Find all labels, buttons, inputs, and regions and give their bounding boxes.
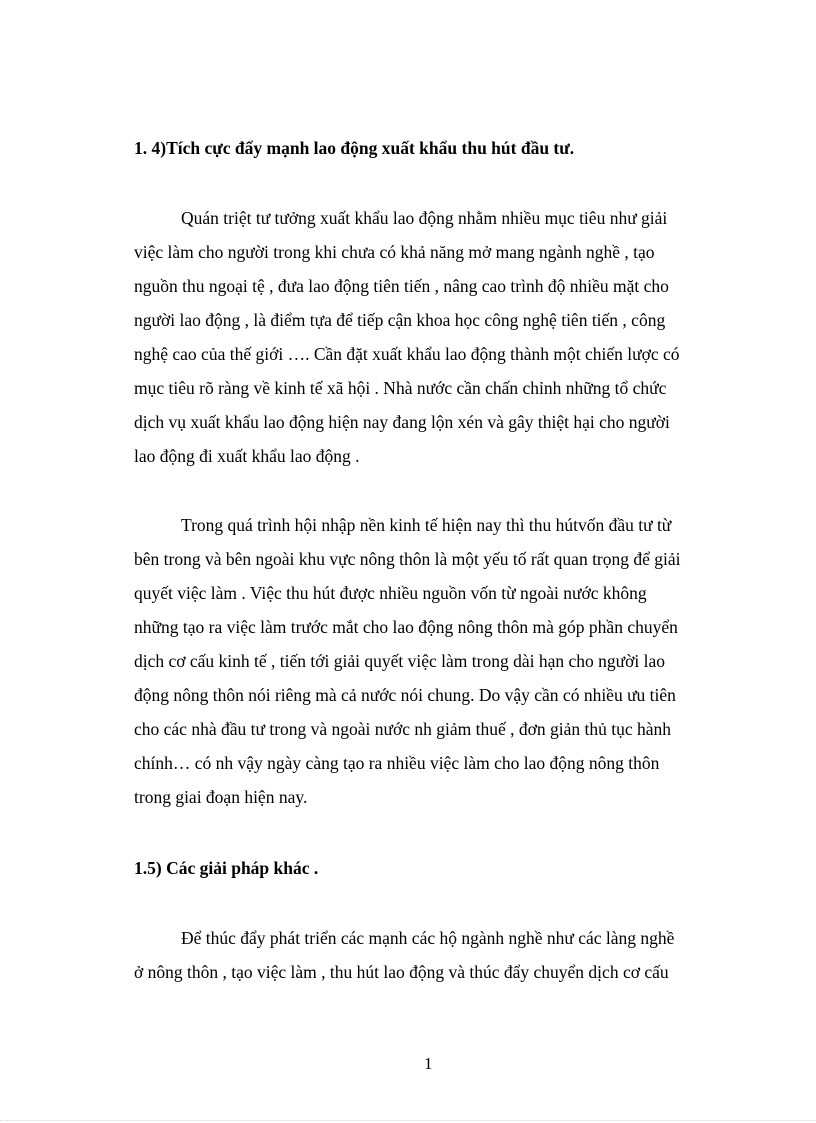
paragraph-line: bên trong và bên ngoài khu vực nông thôn là một yếu tố rất quan trọng để giải (134, 549, 681, 569)
paragraph-line: dịch cơ cấu kinh tế , tiến tới giải quyết việc làm trong dài hạn cho người lao (134, 651, 665, 671)
paragraph-line: việc làm cho người trong khi chưa có khả năng mở mang ngành nghề , tạo (134, 242, 655, 262)
page-bottom-divider (0, 1120, 816, 1121)
paragraph-line: lao động đi xuất khẩu lao động . (134, 446, 360, 466)
paragraph-line: ở nông thôn , tạo việc làm , thu hút lao động và thúc đẩy chuyển dịch cơ cấu (134, 962, 669, 982)
page-number: 1 (424, 1054, 433, 1073)
section-heading-1-5: 1.5) Các giải pháp khác . (134, 858, 319, 878)
paragraph-line: Trong quá trình hội nhập nền kinh tế hiện nay thì thu hútvốn đầu tư từ (181, 515, 672, 535)
paragraph-line: quyết việc làm . Việc thu hút được nhiều nguồn vốn từ ngoài nước không (134, 583, 647, 603)
paragraph-line: chính… có nh vậy ngày càng tạo ra nhiều việc làm cho lao động nông thôn (134, 753, 660, 773)
paragraph-line: mục tiêu rõ ràng về kinh tế xã hội . Nhà nước cần chấn chỉnh những tổ chức (134, 378, 667, 398)
paragraph-line: nghệ cao của thế giới …. Cần đặt xuất khẩu lao động thành một chiến lược có (134, 344, 680, 364)
paragraph-line: những tạo ra việc làm trước mắt cho lao động nông thôn mà góp phần chuyển (134, 617, 678, 637)
paragraph-line: dịch vụ xuất khẩu lao động hiện nay đang lộn xén và gây thiệt hại cho người (134, 412, 670, 432)
paragraph-line: Quán triệt tư tưởng xuất khẩu lao động nhằm nhiều mục tiêu như giải (181, 208, 668, 228)
section-heading-1-4: 1. 4)Tích cực đẩy mạnh lao động xuất khẩu thu hút đầu tư. (134, 138, 575, 158)
paragraph-line: Để thúc đẩy phát triển các mạnh các hộ ngành nghề như các làng nghề (181, 928, 675, 948)
paragraph-line: nguồn thu ngoại tệ , đưa lao động tiên tiến , nâng cao trình độ nhiều mặt cho (134, 276, 669, 296)
paragraph-line: người lao động , là điểm tựa để tiếp cận khoa học công nghệ tiên tiến , công (134, 310, 666, 330)
paragraph-line: cho các nhà đầu tư trong và ngoài nước nh giảm thuế , đơn giản thủ tục hành (134, 719, 672, 739)
paragraph-line: trong giai đoạn hiện nay. (134, 787, 308, 807)
paragraph-line: động nông thôn nói riêng mà cả nước nói chung. Do vậy cần có nhiều ưu tiên (134, 685, 676, 705)
